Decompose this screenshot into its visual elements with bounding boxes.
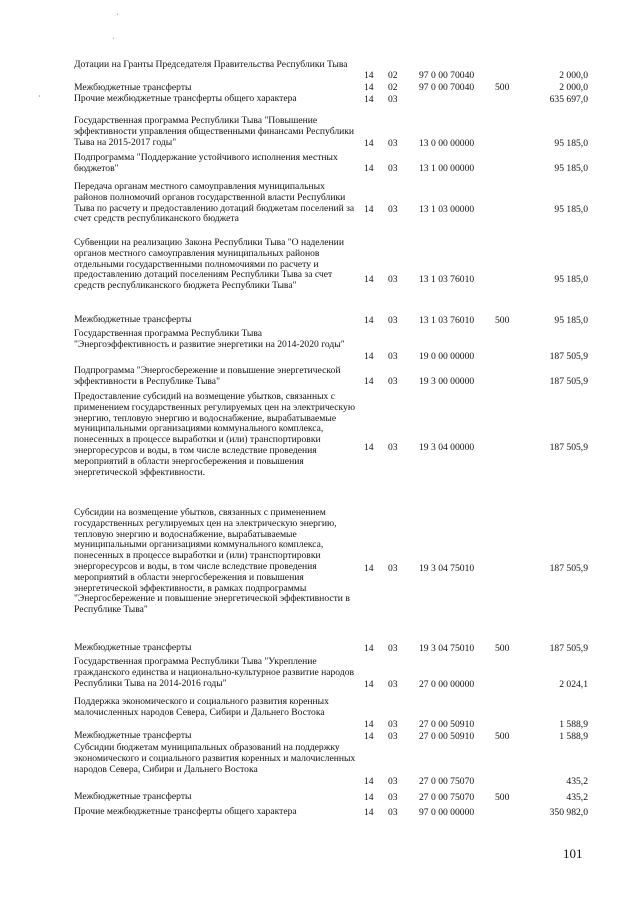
table-row <box>74 643 594 655</box>
row-podrazdel: 03 <box>388 807 398 819</box>
row-razdel: 14 <box>364 376 374 388</box>
row-amount: 187 505,9 <box>549 563 588 574</box>
row-name: Передача органам местного самоуправления муниципальных районов полномочий органов государственной власти Республики Тыва по расчету и предоставлению дотаций бюджетам поселений за счет средств республиканского бюджета <box>74 181 355 225</box>
row-podrazdel: 03 <box>388 442 398 453</box>
row-razdel: 14 <box>364 70 374 82</box>
row-name: Государственная программа Республики Тыва "Укрепление гражданского единства и национально-культурное развитие народов Республики Тыва на 2014-2016 годы" <box>74 656 355 689</box>
row-name: Дотации на Гранты Председателя Правительства Республики Тыва <box>74 59 348 70</box>
row-razdel: 14 <box>364 807 374 819</box>
row-podrazdel: 03 <box>388 776 398 788</box>
row-razdel: 14 <box>364 274 374 285</box>
row-expense-type: 500 <box>495 792 510 804</box>
row-amount: 350 982,0 <box>549 807 588 819</box>
row-razdel: 14 <box>364 82 374 94</box>
row-podrazdel: 03 <box>388 204 398 215</box>
row-podrazdel: 03 <box>388 643 398 655</box>
row-podrazdel: 03 <box>388 351 398 363</box>
row-name: Прочие межбюджетные трансферты общего характера <box>74 806 297 817</box>
row-name: Межбюджетные трансферты <box>74 314 192 325</box>
row-razdel: 14 <box>364 731 374 743</box>
row-name: Прочие межбюджетные трансферты общего характера <box>74 93 297 104</box>
row-target-article: 19 3 04 00000 <box>419 442 475 453</box>
table-row <box>74 657 594 691</box>
row-podrazdel: 03 <box>388 792 398 804</box>
table-row <box>74 60 594 82</box>
row-razdel: 14 <box>364 94 374 106</box>
row-target-article: 27 0 00 75070 <box>419 792 475 804</box>
row-podrazdel: 03 <box>388 719 398 731</box>
row-name: Государственная программа Республики Тыва "Энергоэффективность и развитие энергетики на 2014-2020 годы" <box>74 328 345 350</box>
row-amount: 187 505,9 <box>549 442 588 453</box>
table-row <box>74 697 594 731</box>
row-podrazdel: 03 <box>388 731 398 743</box>
row-target-article: 97 0 00 70040 <box>419 82 475 94</box>
row-amount: 635 697,0 <box>549 94 588 106</box>
row-name: Субвенции на реализацию Закона Республики Тыва "О наделении органов местного самоуправления муниципальных районов отдельными государственными полномочиями по расчету и предоставлению дотаций поселениям Республики Тыва за счет средств республиканского бюджета Республики Тыва" <box>74 237 344 292</box>
table-row <box>74 807 594 819</box>
row-podrazdel: 03 <box>388 94 398 106</box>
scan-mark: ˌ <box>112 30 115 39</box>
row-name: Межбюджетные трансферты <box>74 642 192 653</box>
row-amount: 187 505,9 <box>549 351 588 363</box>
row-podrazdel: 02 <box>388 70 398 82</box>
table-row <box>74 792 594 804</box>
page-number: 101 <box>563 846 583 861</box>
row-target-article: 19 0 00 00000 <box>419 351 475 363</box>
row-podrazdel: 02 <box>388 82 398 94</box>
row-amount: 95 185,0 <box>554 138 588 150</box>
row-target-article: 13 1 03 00000 <box>419 204 475 215</box>
row-name: Подпрограмма "Энергосбережение и повышение энергетической эффективности в Республике Тыва" <box>74 365 341 387</box>
row-amount: 95 185,0 <box>554 315 588 327</box>
table-row <box>74 315 594 327</box>
row-amount: 187 505,9 <box>549 376 588 388</box>
table-row <box>74 182 594 238</box>
row-razdel: 14 <box>364 138 374 150</box>
scan-mark: · <box>38 92 41 101</box>
row-razdel: 14 <box>364 792 374 804</box>
row-podrazdel: 03 <box>388 138 398 150</box>
table-row <box>74 366 594 388</box>
row-razdel: 14 <box>364 315 374 327</box>
table-row <box>74 392 594 504</box>
row-podrazdel: 03 <box>388 315 398 327</box>
row-name: Подпрограмма "Поддержание устойчивого исполнения местных бюджетов" <box>74 152 338 174</box>
row-target-article: 19 3 00 00000 <box>419 376 475 388</box>
table-row <box>74 94 594 106</box>
row-expense-type: 500 <box>495 643 510 655</box>
row-razdel: 14 <box>364 563 374 574</box>
row-podrazdel: 03 <box>388 679 398 691</box>
row-expense-type: 500 <box>495 315 510 327</box>
table-row <box>74 116 594 150</box>
row-razdel: 14 <box>364 776 374 788</box>
scan-mark: ˌ <box>116 6 119 15</box>
row-target-article: 97 0 00 00000 <box>419 807 475 819</box>
row-amount: 1 588,9 <box>559 719 588 731</box>
table-row <box>74 508 594 643</box>
row-expense-type: 500 <box>495 82 510 94</box>
row-name: Межбюджетные трансферты <box>74 730 192 741</box>
row-amount: 2 000,0 <box>559 82 588 94</box>
row-amount: 435,2 <box>566 776 588 788</box>
row-amount: 95 185,0 <box>554 274 588 285</box>
row-amount: 95 185,0 <box>554 163 588 175</box>
row-podrazdel: 03 <box>388 563 398 574</box>
row-target-article: 13 1 00 00000 <box>419 163 475 175</box>
row-target-article: 13 0 00 00000 <box>419 138 475 150</box>
row-target-article: 19 3 04 75010 <box>419 563 475 574</box>
row-amount: 2 000,0 <box>559 70 588 82</box>
row-razdel: 14 <box>364 442 374 453</box>
row-podrazdel: 03 <box>388 376 398 388</box>
row-razdel: 14 <box>364 643 374 655</box>
table-row <box>74 743 594 788</box>
row-target-article: 27 0 00 50910 <box>419 719 475 731</box>
row-name: Субсидии на возмещение убытков, связанных с применением государственных регулируемых цен на электрическую энергию, тепловую энергию и водоснабжение, вырабатываемые муниципальными организациями коммунального комплекса, понесенных в процессе выработки и (или) транспортировки энергоресурсов и воды, в том числе вследствие проведения мероприятий в области энергосбережения и повышения энергетической эффективности, в рамках подпрограммы "Энергосбережение и повышение энергетической эффективности в Республике Тыва" <box>74 507 350 616</box>
table-row <box>74 238 594 314</box>
table-row <box>74 153 594 175</box>
row-name: Поддержка экономического и социального развития коренных малочисленных народов Севера, Сибири и Дальнего Востока <box>74 696 329 718</box>
row-name: Межбюджетные трансферты <box>74 791 192 802</box>
row-name: Государственная программа Республики Тыва "Повышение эффективности управления общественными финансами Республики Тыва на 2015-2017 годы" <box>74 115 355 148</box>
row-amount: 435,2 <box>566 792 588 804</box>
row-razdel: 14 <box>364 163 374 175</box>
row-amount: 1 588,9 <box>559 731 588 743</box>
table-row <box>74 329 594 363</box>
row-name: Предоставление субсидий на возмещение убытков, связанных с применением государственных регулируемых цен на электрическую энергию, тепловую энергию и водоснабжение, вырабатываемые муниципальными организациями коммунального комплекса, понесенных в процессе выработки и (или) транспортировки энергоресурсов и воды, в том числе вследствие проведения мероприятий в области энергосбережения и повышения энергетической эффективности. <box>74 391 356 478</box>
row-podrazdel: 03 <box>388 274 398 285</box>
row-razdel: 14 <box>364 679 374 691</box>
row-name: Субсидии бюджетам муниципальных образований на поддержку экономического и социального развития коренных и малочисленных народов Севера, Сибири и Дальнего Востока <box>74 742 356 775</box>
row-target-article: 27 0 00 75070 <box>419 776 475 788</box>
row-razdel: 14 <box>364 719 374 731</box>
row-razdel: 14 <box>364 351 374 363</box>
row-target-article: 27 0 00 50910 <box>419 731 475 743</box>
row-amount: 2 024,1 <box>559 679 588 691</box>
row-razdel: 14 <box>364 204 374 215</box>
row-target-article: 19 3 04 75010 <box>419 643 475 655</box>
row-podrazdel: 03 <box>388 163 398 175</box>
row-amount: 95 185,0 <box>554 204 588 215</box>
row-target-article: 27 0 00 00000 <box>419 679 475 691</box>
row-expense-type: 500 <box>495 731 510 743</box>
row-amount: 187 505,9 <box>549 643 588 655</box>
row-name: Межбюджетные трансферты <box>74 82 192 93</box>
row-target-article: 13 1 03 76010 <box>419 315 475 327</box>
row-target-article: 13 1 03 76010 <box>419 274 475 285</box>
row-target-article: 97 0 00 70040 <box>419 70 475 82</box>
